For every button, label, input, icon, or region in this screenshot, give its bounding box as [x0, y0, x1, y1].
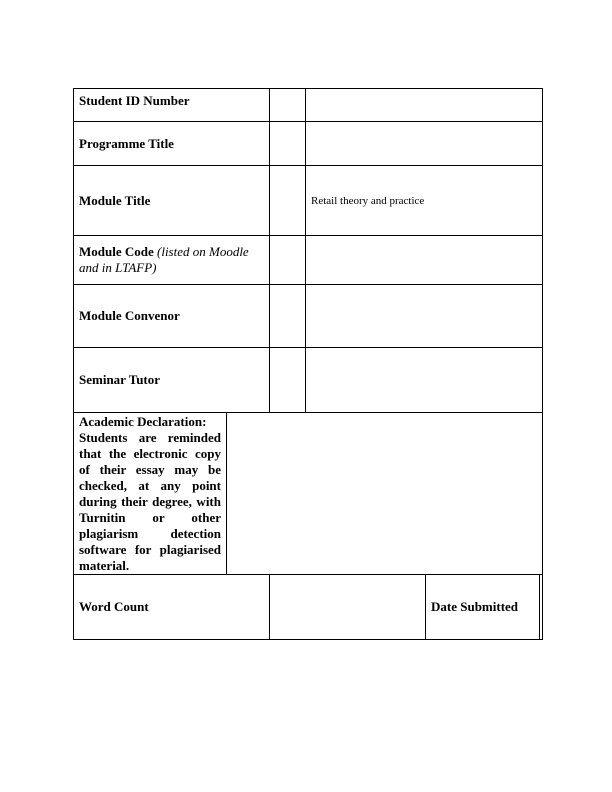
row-word-count-date	[73, 575, 543, 640]
module-title-label-text: Module Title	[79, 192, 151, 208]
module-code-field[interactable]	[306, 236, 542, 284]
student-id-label-text: Student ID Number	[79, 93, 190, 108]
module-title-spacer	[270, 166, 306, 235]
word-count-field[interactable]	[270, 575, 426, 639]
module-code-label	[74, 236, 270, 284]
programme-title-label-text: Programme Title	[79, 135, 174, 151]
module-title-field[interactable]	[306, 166, 542, 235]
seminar-tutor-label-text: Seminar Tutor	[79, 372, 161, 387]
row-student-id	[73, 88, 543, 122]
module-code-spacer	[270, 236, 306, 284]
seminar-tutor-spacer	[270, 348, 306, 412]
programme-title-field[interactable]	[306, 122, 542, 165]
row-seminar-tutor	[73, 348, 543, 413]
row-module-convenor	[73, 285, 543, 348]
seminar-tutor-field[interactable]	[306, 348, 542, 412]
module-code-label-text: Module Code	[79, 244, 154, 259]
programme-title-spacer	[270, 122, 306, 165]
row-academic-declaration	[73, 413, 543, 575]
seminar-tutor-label	[74, 348, 270, 412]
word-count-label	[74, 575, 270, 639]
module-convenor-field[interactable]	[306, 285, 542, 347]
student-id-label	[74, 89, 270, 121]
date-submitted-label	[426, 575, 540, 639]
academic-declaration-body: Students are reminded that the electronic copy of their essay may be checked, at any point during their degree, with Turnitin or other plagiarism detection software for plagiarised material.	[79, 430, 221, 573]
row-programme-title	[73, 122, 543, 166]
row-module-code	[73, 236, 543, 285]
academic-declaration-title: Academic Declaration:	[79, 414, 207, 429]
module-convenor-spacer	[270, 285, 306, 347]
student-id-spacer	[270, 89, 306, 121]
date-submitted-label-text: Date Submitted	[431, 599, 519, 614]
module-convenor-label-text: Module Convenor	[79, 308, 180, 323]
cover-sheet-table	[73, 88, 543, 640]
academic-declaration-label	[74, 413, 227, 574]
module-convenor-label	[74, 285, 270, 347]
module-title-value: Retail theory and practice	[311, 194, 425, 207]
word-count-label-text: Word Count	[79, 599, 149, 614]
module-code-note: (listed on Moodle and in LTAFP)	[79, 244, 249, 275]
academic-declaration-field[interactable]	[227, 413, 542, 574]
module-code-label-wrap	[79, 244, 264, 276]
student-id-field[interactable]	[306, 89, 542, 121]
module-title-label	[74, 166, 270, 235]
row-module-title	[73, 166, 543, 236]
programme-title-label	[74, 122, 270, 165]
